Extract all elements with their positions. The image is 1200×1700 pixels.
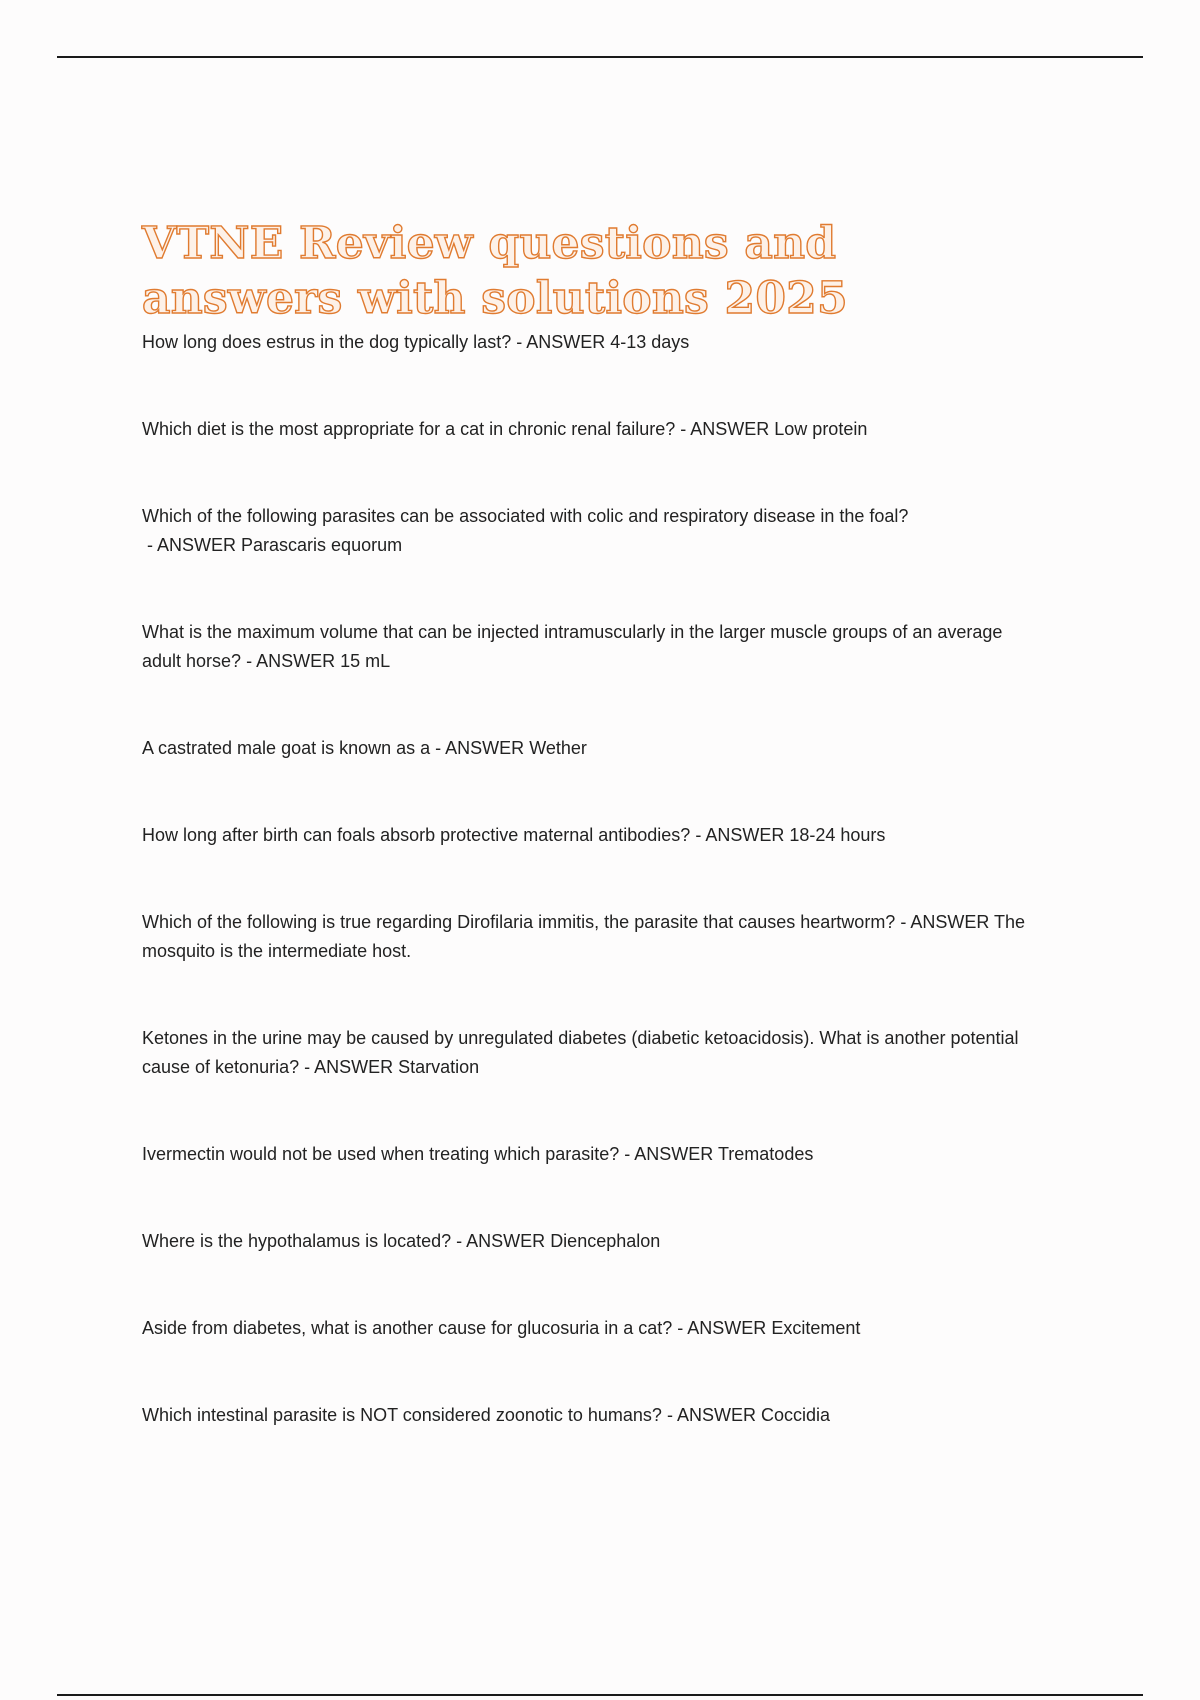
document-title: VTNE Review questions and answers with solutions 2025 [142, 218, 848, 324]
qa-item [142, 1140, 1042, 1169]
answer-separator: - ANSWER [675, 419, 775, 439]
answer-text: Trematodes [717, 1144, 814, 1164]
answer-text: Diencephalon [550, 1231, 661, 1251]
answer-separator: - ANSWER [299, 1057, 399, 1077]
answer-separator: - ANSWER [241, 651, 341, 671]
qa-item [142, 821, 1042, 850]
qa-item [142, 328, 1042, 357]
qa-item [142, 1227, 1042, 1256]
answer-text: Coccidia [760, 1405, 830, 1425]
qa-item [142, 1401, 1042, 1430]
answer-text: Wether [529, 738, 587, 758]
answer-separator: - ANSWER [895, 912, 995, 932]
answer-text: 4-13 days [610, 332, 690, 352]
answer-separator: - ANSWER [430, 738, 530, 758]
answer-separator: - ANSWER [672, 1318, 772, 1338]
question-text: Ivermectin would not be used when treating which parasite? [142, 1144, 620, 1164]
question-text: Which of the following parasites can be associated with colic and respiratory disease in the foal? [142, 506, 909, 526]
answer-text: 15 mL [340, 651, 391, 671]
question-text: Which diet is the most appropriate for a cat in chronic renal failure? [142, 419, 676, 439]
question-text: Where is the hypothalamus is located? [142, 1231, 452, 1251]
answer-separator: - ANSWER [690, 825, 790, 845]
answer-text: 18-24 hours [789, 825, 886, 845]
qa-item [142, 734, 1042, 763]
answer-separator: - ANSWER [661, 1405, 761, 1425]
qa-item [142, 618, 1042, 676]
answer-text: Low protein [774, 419, 868, 439]
question-text: Which intestinal parasite is NOT considered zoonotic to humans? [142, 1405, 662, 1425]
question-text: What is the maximum volume that can be injected intramuscularly in the larger muscle groups of an average adult horse? [142, 622, 1003, 671]
answer-text: Parascaris equorum [241, 535, 403, 555]
qa-item [142, 502, 1042, 560]
qa-item [142, 1314, 1042, 1343]
answer-separator: - ANSWER [451, 1231, 551, 1251]
answer-text: Starvation [398, 1057, 480, 1077]
header-rule [57, 56, 1143, 58]
answer-text: The mosquito is the intermediate host. [142, 912, 1026, 961]
answer-text: Excitement [771, 1318, 861, 1338]
qa-item [142, 1024, 1042, 1082]
question-text: Which of the following is true regarding Dirofilaria immitis, the parasite that causes heartworm? [142, 912, 896, 932]
question-text: Aside from diabetes, what is another cause for glucosuria in a cat? [142, 1318, 673, 1338]
footer-rule [57, 1694, 1143, 1696]
question-text: How long does estrus in the dog typically last? [142, 332, 512, 352]
answer-separator: - ANSWER [619, 1144, 718, 1164]
answer-separator: - ANSWER [511, 332, 611, 352]
qa-list [142, 328, 1042, 1430]
question-text: How long after birth can foals absorb protective maternal antibodies? [142, 825, 691, 845]
question-text: Ketones in the urine may be caused by unregulated diabetes (diabetic ketoacidosis). What is another potential cause of ketonuria? [142, 1028, 1019, 1077]
qa-item [142, 415, 1042, 444]
qa-item [142, 908, 1042, 966]
question-text: A castrated male goat is known as a [142, 738, 431, 758]
answer-separator: - ANSWER [142, 535, 242, 555]
